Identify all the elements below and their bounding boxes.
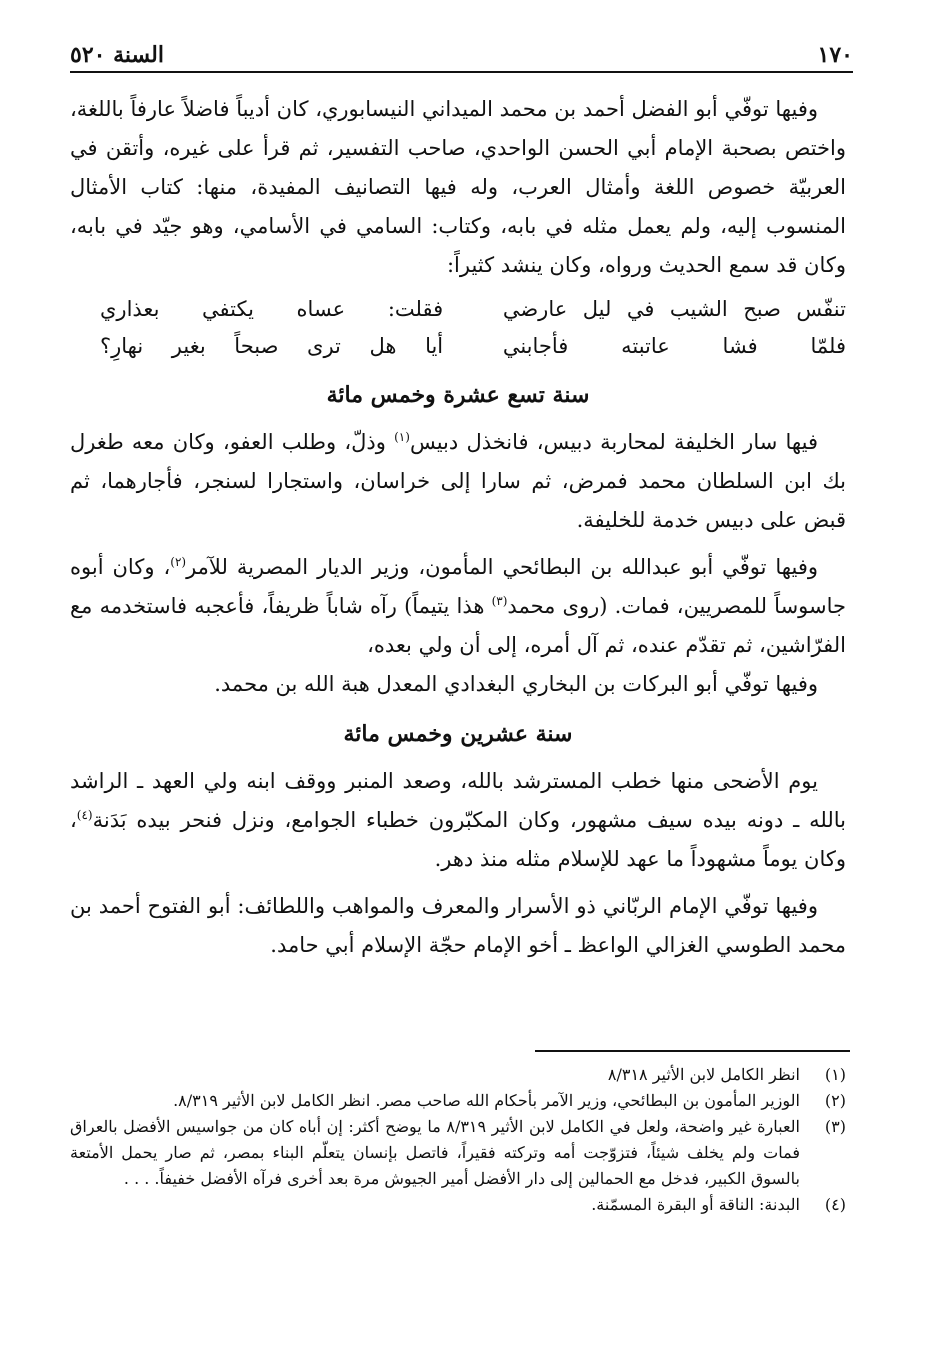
section-heading-519: سنة تسع عشرة وخمس مائة [326, 382, 590, 408]
paragraph-batai-hi-part-1: وفيها توفّي أبو عبدالله بن البطائحي المأمون، وزير الديار المصرية للآمر [186, 555, 818, 579]
footnote-ref-2[interactable]: (٢) [170, 555, 187, 569]
footnote-ref-3[interactable]: (٣) [491, 594, 508, 608]
main-text [70, 90, 846, 965]
paragraph-batai-hi-part-3: هذا يتيماً) رآه شاباً ظريفاً، فأعجبه فاستخدمه مع الفرّاشين، ثم تقدّم عنده، ثم آل أمره، إلى أن ولي بعده، [70, 594, 846, 657]
verse-1-second-hemistich: فقلت: عساه يكتفي بعذاري [100, 297, 444, 321]
footnote-4-number: (٤) [824, 1195, 846, 1214]
footnote-3 [70, 1114, 846, 1192]
footnote-3-number: (٣) [824, 1117, 846, 1136]
footnote-ref-4[interactable]: (٤) [76, 808, 93, 822]
paragraph-dubays-part-2: وذلّ، وطلب العفو، وكان معه طغرل بك ابن السلطان محمد فمرض، ثم سارا إلى خراسان، واستجارا لسنجر، فأجارهما، ثم قبض على دبيس خدمة للخليفة. [70, 430, 846, 532]
verse-2-first-hemistich: فلمّا فشا عاتبته فأجابني [502, 334, 846, 358]
section-heading-520: سنة عشرين وخمس مائة [343, 721, 573, 747]
footnote-separator [535, 1050, 850, 1052]
footnote-2-number: (٢) [824, 1091, 846, 1110]
footnote-2-text: الوزير المأمون بن البطائحي، وزير الآمر بأحكام الله صاحب مصر. انظر الكامل لابن الأثير ٨/٣١٩. [173, 1091, 800, 1110]
verse-line-2 [70, 328, 846, 365]
footnote-4 [70, 1192, 846, 1218]
footnote-3-text: العبارة غير واضحة، ولعل في الكامل لابن الأثير ٨/٣١٩ ما يوضح أكثر: إن أباه كان من جواسيس الأفضل بالعراق فمات ولم يخلف شيئاً، فتزوّجت أمه وتركته فقيراً، فاتصل بإنسان يتعلّم البناء بمصر، ثم صار يحمل الأمتعة بالسوق الكبير، فدخل مع الحمالين إلى دار الأفضل أمير الجيوش مرة بعد أخرى فرآه الأفضل خفيفاً. . . . [70, 1117, 800, 1188]
footnote-2 [70, 1088, 846, 1114]
paragraph-dubays-part-1: فيها سار الخليفة لمحاربة دبيس، فانخذل دبيس [409, 430, 818, 454]
verse-1-first-hemistich: تنفّس صبح الشيب في ليل عارضي [502, 297, 846, 321]
footnote-1-text: انظر الكامل لابن الأثير ٨/٣١٨ [607, 1065, 800, 1084]
paragraph-adha-part-2: ، وكان يوماً مشهوداً ما عهد للإسلام مثله منذ دهر. [70, 808, 846, 871]
footnotes [70, 1062, 846, 1218]
paragraph-maydani: وفيها توفّي أبو الفضل أحمد بن محمد الميداني النيسابوري، كان أديباً فاضلاً عارفاً باللغة، واختص بصحبة الإمام أبي الحسن الواحدي، صاحب التفسير، ثم قرأ على غيره، وأتقن في العربيّة خصوص اللغة وأمثال العرب، وله فيها التصانيف المفيدة، منها: كتاب الأمثال المنسوب إليه، ولم يعمل مثله في بابه، وكتاب: السامي في الأسامي، وهو جيّد في بابه، وكان قد سمع الحديث ورواه، وكان ينشد كثيراً: [70, 97, 846, 277]
paragraph-dubays [70, 423, 846, 540]
paragraph-abu-barakat: وفيها توفّي أبو البركات بن البخاري البغدادي المعدل هبة الله بن محمد. [214, 672, 818, 696]
page-header [70, 34, 853, 73]
paragraph-batai-hi-part-2: ، وكان أبوه جاسوساً للمصريين، فمات. (روى محمد [70, 555, 846, 618]
running-title-year: السنة ٥٢٠ [70, 42, 164, 68]
footnote-1 [70, 1062, 846, 1088]
footnote-ref-1[interactable]: (١) [394, 430, 410, 444]
footnote-4-text: البدنة: الناقة أو البقرة المسمّنة. [591, 1195, 800, 1214]
page-number: ١٧٠ [817, 42, 853, 68]
paragraph-ghazali: وفيها توفّي الإمام الربّاني ذو الأسرار والمعرف والمواهب واللطائف: أبو الفتوح أحمد بن محمد الطوسي الغزالي الواعظ ـ أخو الإمام حجّة الإسلام أبي حامد. [70, 894, 846, 957]
paragraph-adha-sermon [70, 762, 846, 879]
paragraph-batai-hi [70, 548, 846, 665]
verse-line-1 [70, 291, 846, 328]
paragraph-adha-part-1: يوم الأضحى منها خطب المسترشد بالله، وصعد المنبر ووقف ابنه ولي العهد ـ الراشد بالله ـ دونه بيده سيف مشهور، وكان المكبّرون خطباء الجوامع، ونزل فنحر بيده بَدَنة [70, 769, 846, 832]
poem-verses [70, 291, 846, 365]
verse-2-second-hemistich: أيا هل ترى صبحاً بغير نهارِ؟ [100, 334, 444, 358]
footnote-1-number: (١) [824, 1065, 846, 1084]
